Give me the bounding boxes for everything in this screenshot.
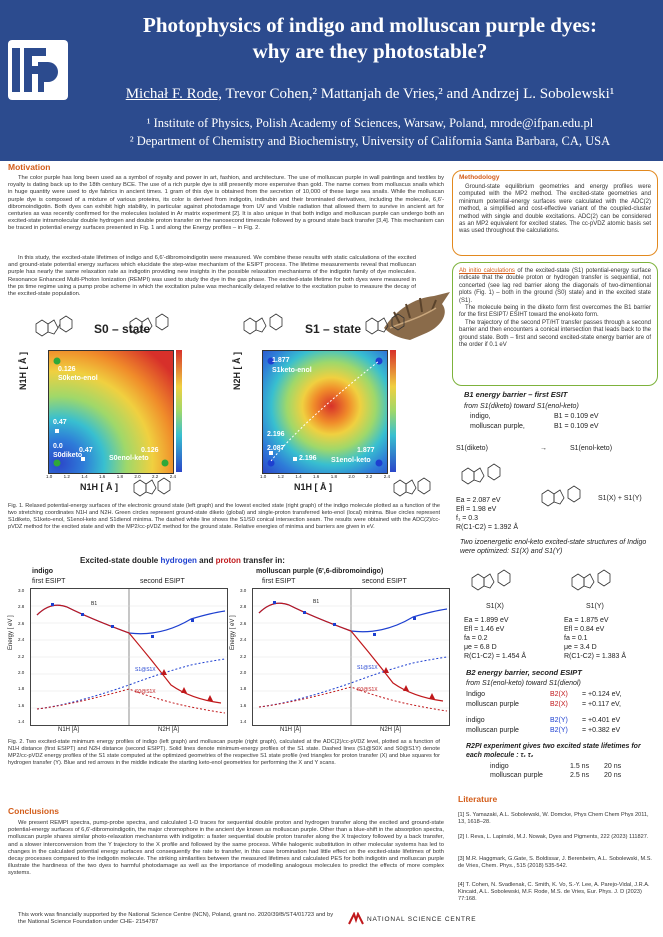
tick: 1.8: [116, 474, 123, 479]
fig2-ylabel-left: Energy [ eV ]: [8, 615, 14, 650]
ab-initio-lead: Ab initio calculations: [459, 268, 515, 274]
tick: 1.4: [81, 474, 88, 479]
b2-row-value: = +0.382 eV: [582, 727, 621, 734]
presenting-author: Michał F. Rode,: [125, 86, 223, 102]
motivation-para-1: The color purple has long been used as a symbol of royalty and power in art, fashion, and architecture. The use of molluscan purple in wall paintings and textiles by royalty is dating back up to the 18th century BCE. The use of a rich purple dye is still presently more expensive than gold. The name comes from molluscus snails which in huge quantity were used to dye fabrics in ancient times. 1 gram of this dye is obtained from the secretion of 10,000 of these large sea snails. While the molluscan purple dye is composed of a mixture of various proteins, its color is derived from indigotin, indirubin and their brominated derivatives, including the molecule, 6,6'-dibromoindigotin. Both dyes can exhibit high stability, in particular against photodamage from UV and Visible radiation that allowed them to survive in ancient art for centuries as was recently confirmed for the molecules isolated in Ar matrix experiment [2]. It is also unique in that both indigo and molluscan purple can undergo both an excited-state intramolecular double hydrogen and double proton transfer on the nanosecond timescale followed by a ground state back transfer [3,4]. This mechanism can be traced in potential energy surfaces presented in Fig. 1 and along the Energy profiles – in Fig. 2.: [8, 175, 444, 232]
s1-colorbar: [388, 350, 398, 472]
r2pi-row-name: indigo: [490, 763, 509, 770]
s1x-efl: Efl = 1.46 eV: [464, 626, 505, 633]
s0-diketo-label: S0diketo: [53, 452, 83, 459]
ytick: 2.4: [240, 637, 247, 643]
fig2-xlabel-left-1: N1H [Å]: [58, 727, 80, 733]
fig2-yticks-left: [18, 588, 30, 724]
b2-row-label: B2(Y): [550, 727, 568, 734]
b2-title: B2 energy barrier, second ESIPT: [466, 668, 582, 677]
ytick: 2.2: [240, 653, 247, 659]
s1-top-value: 1.877: [272, 357, 290, 364]
fig2-header-part: and: [196, 556, 216, 565]
figure-1-caption: Fig. 1. Relaxed potential-energy surfaces of the electronic ground state (left graph) and the lowest excited state (right graph) of the indigo molecule plotted as a function of the two stretching coordinates N1H and N2H. Green circles represent ground-state diketo (global) and single-proton transferred keto-enol (local) minima. Blue circles represent S1diketo, S1keto-enol, S1enol-keto and S1dienol minima. The dashed white line shows the S1/S0 conical intersection seam. The results were obtained with the ADC(2)/cc-pVDZ method for the excited state and with the MP2/cc-pVDZ method for the ground state. Relative energies of minima and barriers are given in eV.: [8, 503, 440, 530]
ytick: 2.8: [240, 604, 247, 610]
poster-header: [0, 0, 663, 161]
s1-ylabel: N2H [ Å ]: [232, 352, 242, 390]
figure-2-caption: Fig. 2. Two excited-state minimum energy profiles of indigo (left graph) and molluscan purple (right graph), calculated at the ADC(2)/cc-pVDZ level, plotted as a function of N1H distance (first ESIPT) and N2H distance (second ESIPT). Solid lines denote minimum-energy profiles of the S1 state. Dashed lines (S1@S0X and S0@S1Y) denote MP2/cc-pVDZ energy profiles of the S1 state computed at the optimized geometries of the respective S1 state profile (red triangles for proton transfer (X) and blue squares for hydrogen transfer (Y). Blue and red arrows in the middle indicate the starting keto-enol geometries for performing the X and Y scans.: [8, 739, 440, 766]
ytick: 2.8: [18, 604, 25, 610]
s1-diketo-label: S1(diketo): [456, 445, 488, 452]
b1-title: B1 energy barrier – first ESIT: [464, 390, 568, 399]
authors: [80, 86, 660, 103]
diketo-r: R(C1-C2) = 1.392 Å: [456, 524, 519, 531]
b2-row-name: molluscan purple: [466, 727, 519, 734]
fig2-mp-plot: [252, 588, 450, 726]
s0-enolketo-label: S0enol-keto: [109, 455, 149, 462]
ytick: 1.6: [18, 702, 25, 708]
tick: 1.6: [99, 474, 106, 479]
fig2-left-first: first ESIPT: [32, 578, 66, 585]
fig2-header-part: transfer in:: [240, 556, 285, 565]
b2-row-name: molluscan purple: [466, 701, 519, 708]
s0-ketoenol-value: 0.126: [58, 366, 76, 373]
poster-title: [80, 12, 660, 64]
fig2-s1x-label-left: S1@S1X: [135, 667, 156, 673]
ytick: 1.8: [18, 686, 25, 692]
title-line-1: Photophysics of indigo and molluscan purple dyes:: [143, 13, 597, 37]
b2-row-value: = +0.401 eV: [582, 717, 621, 724]
figure-2-header: [80, 556, 285, 565]
b2-row-label: B2(X): [550, 691, 568, 698]
r2pi-row-t1: 2.5 ns: [570, 772, 590, 779]
s1x-label: S1(X): [486, 603, 504, 610]
s0-xlabel: N1H [ Å ]: [80, 482, 118, 492]
tick: 1.2: [63, 474, 70, 479]
s1x-ea: Ea = 1.899 eV: [464, 617, 509, 624]
s1-xticks: [260, 474, 390, 479]
ytick: 1.8: [240, 686, 247, 692]
tick: 2.2: [152, 474, 159, 479]
ytick: 2.6: [18, 620, 25, 626]
ytick: 2.2: [18, 653, 25, 659]
reference-1: [1] S. Yamazaki, A.L. Sobolewski, W. Domcke, Phys Chem Chem Phys 2011, 13, 1618–28.: [458, 812, 649, 825]
fig2-xlabel-right-1: N1H [Å]: [280, 727, 302, 733]
tick: 2.2: [366, 474, 373, 479]
literature-heading: Literature: [458, 794, 498, 804]
reference-3: [3] M.R. Haggmark, G.Gate, S. Boldissar, J. Berenbeim, A.L. Sobolewski, M.S. de Vries, Chem. Phys., 515 (2018) 535-542.: [458, 856, 652, 869]
s1y-r: R(C1-C2) = 1.383 Å: [564, 653, 627, 660]
title-line-2: why are they photostable?: [252, 39, 488, 63]
fig2-right-first: first ESIPT: [262, 578, 296, 585]
reference-2: [2] I. Reva, L. Lapinski, M.J. Nowak, Dyes and Pigments, 222 (2023) 111827.: [458, 834, 649, 840]
ncn-logo-icon: [348, 912, 364, 926]
ncn-logo-text: NATIONAL SCIENCE CENTRE: [367, 915, 477, 923]
tick: 2.0: [348, 474, 355, 479]
s1-ketoenol-label: S1keto-enol: [272, 367, 312, 374]
r2pi-title: R2PI experiment gives two excited state lifetimes for each molecule : τ₁ τ₂: [466, 743, 641, 759]
ab-initio-text-2: The molecule being in the diketo form first overcomes the B1 barrier for the first ESIPT/ ESIHT toward the enol-keto form.: [459, 305, 651, 319]
fig2-right-second: second ESIPT: [362, 578, 407, 585]
b2-row-name: indigo: [466, 717, 485, 724]
b1-indigo-value: B1 = 0.109 eV: [554, 413, 599, 420]
tick: 1.0: [260, 474, 267, 479]
two-isomers-text: Two izoenergetic enol-keto excited-state structures of Indigo were optimized: S1(X) and S1(Y): [460, 539, 647, 555]
s0-colorbar: [174, 350, 184, 472]
fig2-indigo-plot: [30, 588, 228, 726]
tick: 2.0: [134, 474, 141, 479]
s1x-r: R(C1-C2) = 1.454 Å: [464, 653, 527, 660]
fig2-xlabel-right-2: N2H [Å]: [380, 727, 402, 733]
methodology-box: [452, 170, 658, 256]
methodology-heading: Methodology: [459, 174, 500, 181]
b2-row-value: = +0.117 eV,: [582, 701, 621, 708]
affiliations: [80, 114, 660, 150]
r2pi-row-t2: 20 ns: [604, 763, 622, 770]
fig2-mp-label: molluscan purple (6',6-dibromoindigo): [256, 568, 384, 575]
s1x-f: fa = 0.2: [464, 635, 488, 642]
s1-bottom-mid-value: 2.196: [299, 455, 317, 462]
fig2-indigo-label: indigo: [32, 568, 53, 575]
s1y-f: fa = 0.1: [564, 635, 588, 642]
s0-heatmap: [48, 350, 174, 474]
ytick: 2.0: [240, 669, 247, 675]
s1-heatmap: [262, 350, 388, 474]
figure-1-pes: [20, 302, 440, 502]
transition-arrow: →: [540, 445, 547, 452]
b2-row-name: Indigo: [466, 691, 486, 698]
s1-right-value: 1.877: [357, 447, 375, 454]
molecule-s1-keto-enol-icon: [360, 308, 416, 342]
tick: 1.6: [313, 474, 320, 479]
diketo-ea: Ea = 2.087 eV: [456, 497, 501, 504]
s1-enolketo-label: S1enol-keto: [331, 457, 371, 464]
tick: 1.4: [295, 474, 302, 479]
fig2-s0x-label-left: S0@S1X: [135, 689, 156, 695]
b1-subtitle: from S1(diketo) toward S1(enol-keto): [464, 403, 579, 410]
affiliation-1: ¹ Institute of Physics, Polish Academy of Sciences, Warsaw, Poland, mrode@ifpan.edu.pl: [146, 116, 594, 130]
s0-state-title: S0 – state: [94, 322, 151, 336]
r2pi-row-name: molluscan purple: [490, 772, 543, 779]
s1y-efl: Efl = 0.84 eV: [564, 626, 605, 633]
s1-value-1: 2.196: [267, 431, 285, 438]
b1-mp-value: B1 = 0.109 eV: [554, 423, 599, 430]
ifpan-logo: [8, 40, 68, 100]
ytick: 1.6: [240, 702, 247, 708]
b2-row-label: B2(X): [550, 701, 568, 708]
tick: 1.0: [46, 474, 53, 479]
s0-mid-value: 0.47: [53, 419, 67, 426]
s1y-label: S1(Y): [586, 603, 604, 610]
s1-xlabel: N1H [ Å ]: [294, 482, 332, 492]
fig2-b1-label-left: B1: [91, 601, 98, 607]
tick: 1.2: [277, 474, 284, 479]
s0-diketo-value: 0.0: [53, 443, 63, 450]
b1-mp-label: molluscan purple,: [470, 423, 525, 430]
molecule-enol-keto-icon: [130, 474, 180, 502]
molecule-s1-diketo-icon: [238, 308, 294, 342]
fig2-header-part: Excited-state double: [80, 556, 161, 565]
ytick: 1.4: [18, 719, 25, 724]
molecule-dienol-icon: [390, 474, 440, 502]
fig2-s1x-label-right: S1@S1X: [357, 665, 378, 671]
fig2-header-hydrogen: hydrogen: [160, 556, 197, 565]
fig2-left-second: second ESIPT: [140, 578, 185, 585]
s1-state-title: S1 – state: [305, 322, 362, 336]
funding-text: This work was financially supported by the National Science Centre (NCN), Poland, grant no. 2020/39/B/ST4/01723 and by the National Science Foundation under CHE- 2154787: [18, 912, 334, 926]
fig2-xlabel-left-2: N2H [Å]: [158, 727, 180, 733]
b2-subtitle: from S1(enol-keto) toward S1(dienol): [466, 680, 581, 687]
molecule-s1-diketo-icon: [456, 456, 516, 496]
b2-row-value: = +0.124 eV,: [582, 691, 622, 698]
molecule-s1x-icon: [466, 562, 522, 602]
s0-ylabel: N1H [ Å ]: [18, 352, 28, 390]
ytick: 2.4: [18, 637, 25, 643]
r2pi-row-t2: 20 ns: [604, 772, 622, 779]
s1y-mu: μe = 3.4 D: [564, 644, 597, 651]
ab-initio-box: [452, 262, 658, 386]
fig2-ylabel-right: Energy [ eV ]: [230, 615, 236, 650]
molecule-s1-enolketo-icon: [536, 476, 600, 520]
conclusions-text: We present REMPI spectra, pump-probe spectra, and calculated 1-D traces for sequential double proton and hydrogen transfer along the excited and ground-state potential-energy surfaces of 6,6'-dibromoindigotin, the major chromophore in the ancient dye known as molluscan purple. Other than a blue-shift in the absorption spectra, molluscan purple shares similar photo-relaxation mechanisms with indigotin: a faster sequential double proton transfer along the X trajectory followed by a back transfer, and a slower interconversion from the Y trajectory to the X profile and followed by the same process. While halogenic substitution in other molecular systems has led to changes in the calculated potential energy surfaces and consequently the rate to transfer, in this case bromination had little effect on the excited-state lifetimes of both decay processes compared to the indigotin molecule. The striking similarities between the measured lifetimes and calculated PES for both indigotin and molluscan purple illustrate the hardiness of the two dyes to harmful photodamage as well as the importance of modelling analogous molecules to predict the effects of more complex systems.: [8, 820, 444, 877]
fig2-s0x-label-right: S0@S1X: [357, 687, 378, 693]
ytick: 3.0: [240, 588, 247, 593]
other-authors: Trevor Cohen,² Mattanjah de Vries,² and Andrzej L. Sobolewski¹: [222, 86, 615, 102]
tick: 1.8: [330, 474, 337, 479]
b1-indigo-label: indigo,: [470, 413, 491, 420]
ab-initio-text-3: The trajectory of the second PT/HT transfer passes through a second barrier and then encounters a conical intersection that leads back to the ground state. Both – first and second excited-state energy barrier are of the order if 0.1 eV: [459, 319, 651, 349]
s1y-ea: Ea = 1.875 eV: [564, 617, 609, 624]
r2pi-row-t1: 1.5 ns: [570, 763, 590, 770]
s1-x-plus-y: S1(X) + S1(Y): [598, 495, 642, 502]
fig2-header-proton: proton: [215, 556, 241, 565]
motivation-para-2: In this study, the excited-state lifetimes of indigo and 6,6'-dibromoindigotin were measured. We combine these results with static calculations of the excited and ground-state potential energy surfaces which elucidate the step-wise mechanism of the ESIPT process. The lifetime measurements reveal that molluscan purple has nearly the same relaxation rate as indigotin providing new insights in the possible relaxation mechanisms of the indigotin family of dye molecules. Resonance Enhanced Multi-Photon Ionization (REMPI) was used to study the dye in the gas phase. The excited-state lifetime for both dyes were measured in the ps time regime using a pump probe scheme in which the excitation pulse was mechanically delayed relative to the excitation pulse to measure the decay of the excited-state population.: [8, 255, 416, 298]
tick: 2.4: [383, 474, 390, 479]
molecule-diketo-icon: [30, 310, 86, 344]
fig2-yticks-right: [240, 588, 252, 724]
s0-enolketo-value: 0.126: [141, 447, 159, 454]
methodology-text: Ground-state equilibrium geometries and energy profiles were computed with the MP2 method. The excited-state geometries and minimum potential-energy surfaces were calculated with the ADC(2) method, a simplified and cost-effective variant of the coupled-cluster method with single and double excitations. ADC(2) can be considered as an MP2 equivalent for excited states. The cc-pVDZ atomic basis set was used throughout the calculations.: [459, 184, 651, 235]
s0-ketoenol-label: S0keto-enol: [58, 375, 98, 382]
ytick: 1.4: [240, 719, 247, 724]
ab-initio-text-1: of the excited-state (S1) potential-energy surface indicate that the double proton or hydrogen transfer is sequential, not concerted (see lag red barrier along the diagonals of two-dimentional plots (Fig. 1) – both in the ground (S0) state) and in the excited state (S1).: [459, 268, 651, 304]
molecule-s1y-icon: [566, 562, 622, 602]
ytick: 3.0: [18, 588, 25, 593]
s1-enolketo-label: S1(enol-keto): [570, 445, 613, 452]
s1-value-2: 2.087: [267, 445, 285, 452]
motivation-heading: Motivation: [8, 162, 51, 172]
reference-4: [4] T. Cohen, N. Svadlenak, C. Smith, K. Vo, S.-Y. Lee, A. Parejo-Vidal, J.R.A. Kincaid, A.L. Sobolewski, M.F. Rode, M.S. de Vries, Eur. Phys. J. D (2023) 77:168.: [458, 882, 650, 902]
diketo-f: f₁ = 0.3: [456, 515, 479, 522]
tick: 2.4: [169, 474, 176, 479]
ncn-logo: [348, 912, 476, 926]
fig2-b1-label-right: B1: [313, 599, 320, 605]
s0-bottom-mid-value: 0.47: [79, 447, 93, 454]
s1x-mu: μe = 6.8 D: [464, 644, 497, 651]
ytick: 2.0: [18, 669, 25, 675]
affiliation-2: ² Department of Chemistry and Biochemistry, University of California Santa Barbara, CA, USA: [129, 134, 611, 148]
ytick: 2.6: [240, 620, 247, 626]
conclusions-heading: Conclusions: [8, 806, 60, 816]
b2-row-label: B2(Y): [550, 717, 568, 724]
diketo-efl: Efl = 1.98 eV: [456, 506, 497, 513]
